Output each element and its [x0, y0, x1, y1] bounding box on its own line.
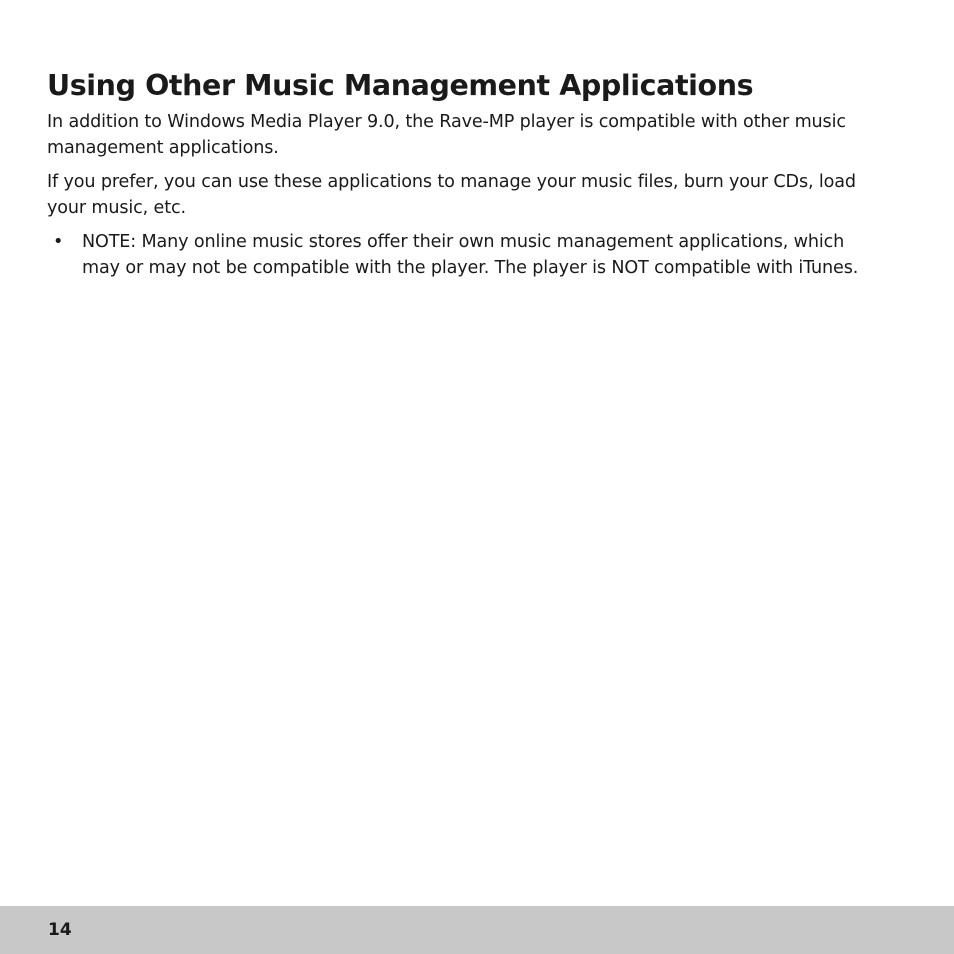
bullet-icon: •: [53, 232, 64, 252]
page-title: Using Other Music Management Applications: [47, 69, 754, 102]
page-number: 14: [48, 920, 72, 940]
usage-paragraph: If you prefer, you can use these applications to manage your music files, burn your CDs, load your music, etc.: [47, 172, 856, 218]
page-content: [47, 68, 867, 281]
footer-bar: [0, 906, 954, 954]
intro-paragraph: In addition to Windows Media Player 9.0, the Rave-MP player is compatible with other music management applications.: [47, 112, 846, 158]
note-list: [47, 230, 867, 281]
list-item: [47, 230, 867, 281]
note-text: NOTE: Many online music stores offer their own music management applications, which may or may not be compatible with the player. The player is NOT compatible with iTunes.: [82, 232, 859, 278]
